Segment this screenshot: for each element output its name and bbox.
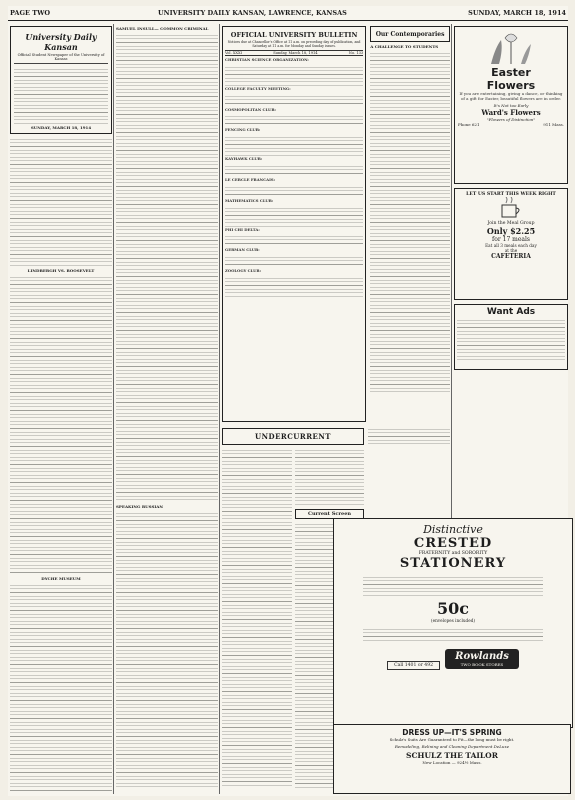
page-header xyxy=(8,6,568,21)
editorial-heading: SAMUEL INSULL— COMMON CRIMINAL xyxy=(116,26,209,31)
bulletin-item-heading: GERMAN CLUB: xyxy=(225,247,260,253)
bulletin-item-text xyxy=(225,134,363,156)
contemporaries-title: Our Contemporaries xyxy=(375,31,445,38)
flowers-heading: Flowers xyxy=(486,79,536,92)
current-screen-title: Current Screen xyxy=(307,511,352,517)
bulletin-item-text xyxy=(225,93,363,107)
contemporaries-box xyxy=(370,26,450,42)
dressup-heading: DRESS UP—IT'S SPRING xyxy=(402,728,502,737)
masthead-staff-list xyxy=(14,66,108,124)
undercurrent-text xyxy=(295,447,364,507)
cafeteria-line6: at the xyxy=(504,248,518,253)
undercurrent-text xyxy=(222,447,292,787)
bulletin-item-heading: COSMOPOLITAN CLUB: xyxy=(225,106,276,112)
editorial-text xyxy=(10,136,112,266)
tailor-services: Remodeling, Relining and Cleaning Department DeLuxe xyxy=(394,744,510,749)
bulletin-item-text xyxy=(225,163,363,177)
bulletin-item-text xyxy=(225,275,363,297)
bulletin-item-heading: PHI CHI DELTA: xyxy=(225,226,260,232)
easter-text: If you are entertaining, giving a dance, or thinking of a gift for Easter, beautiful flowers are in order. xyxy=(459,91,563,101)
editorial-text xyxy=(116,32,218,502)
column-divider xyxy=(113,24,114,794)
editorial-heading: SPEAKING RUSSIAN xyxy=(116,504,163,509)
want-ads-text xyxy=(457,317,565,361)
cafeteria-meals: for 17 meals xyxy=(492,236,530,243)
wards-address: 911 Mass. xyxy=(543,121,564,127)
rowlands-subtitle: TWO BOOK STORES xyxy=(460,662,504,667)
bulletin-volume: Vol. XXXI xyxy=(225,51,242,55)
column-divider xyxy=(219,24,220,794)
contemporaries-text xyxy=(368,426,450,446)
rowlands-logo: Rowlands xyxy=(455,651,509,662)
bulletin-item-heading: COLLEGE FACULTY MEETING: xyxy=(225,85,291,91)
bulletin-date: Sunday, March 18, 1914 xyxy=(273,51,318,55)
cafeteria-line2: Join the Meal Group xyxy=(487,221,535,226)
bulletin-item-heading: LE CERCLE FRANCAIS: xyxy=(225,176,276,182)
crested-heading: CRESTED xyxy=(413,536,493,551)
cafeteria-line1: LET US START THIS WEEK RIGHT xyxy=(466,192,556,197)
cafeteria-ad xyxy=(454,188,568,300)
bulletin-title: OFFICIAL UNIVERSITY BULLETIN xyxy=(230,31,358,39)
stationery-text xyxy=(363,626,543,642)
masthead-subtitle: Official Student Newspaper of the University of Kansas xyxy=(17,53,105,61)
bulletin-item-heading: ZOOLOGY CLUB: xyxy=(225,268,262,274)
masthead-title: University Daily Kansan xyxy=(25,32,97,52)
stationery-call: Call 1401 or 492 xyxy=(387,661,440,670)
lily-illustration xyxy=(458,30,564,66)
cafeteria-price: Only $2.25 xyxy=(486,226,536,236)
wards-tagline: "Flowers of Distinction" xyxy=(486,116,536,122)
bulletin-item-text xyxy=(225,254,363,268)
want-ads-title: Want Ads xyxy=(486,307,536,317)
bulletin-note: Notices due at Chancellor's Office at 11 a.m. on preceding day of publication, and Saturday at 11 a.m. for Monday and Sunday issues. xyxy=(227,40,361,48)
tailor-address: New Location — 924½ Mass. xyxy=(422,760,482,765)
newspaper-page xyxy=(8,6,568,796)
wards-name: Ward's Flowers xyxy=(481,107,541,117)
bulletin-item-heading: KAYHAWK CLUB: xyxy=(225,156,263,162)
schulz-tailor-ad xyxy=(333,724,571,794)
page-date: SUNDAY, MARCH 18, 1914 xyxy=(468,9,566,17)
wards-phone: Phone 621 xyxy=(458,121,480,127)
page-number: PAGE TWO xyxy=(10,9,51,17)
want-ads-box xyxy=(454,304,568,370)
distinctive-heading: Distinctive xyxy=(423,523,483,536)
masthead xyxy=(10,26,112,134)
cafeteria-line5: Eat all 3 meals each day xyxy=(485,243,537,248)
editorial-heading: LINDBERGH VS. ROOSEVELT xyxy=(27,268,95,273)
bulletin-item-text xyxy=(225,233,363,247)
bulletin-item-heading: CHRISTIAN SCIENCE ORGANIZATION: xyxy=(225,57,309,62)
contemporaries-text xyxy=(370,50,450,395)
bulletin-number: No. 133 xyxy=(348,51,364,55)
stationery-text xyxy=(363,574,543,596)
bulletin-item-heading: MATHEMATICS CLUB: xyxy=(225,197,274,203)
editorial-text xyxy=(10,274,112,574)
easter-heading: Easter xyxy=(491,66,531,79)
masthead-date: SUNDAY, MARCH 18, 1914 xyxy=(30,125,92,130)
stationery-price: 50c xyxy=(436,599,469,618)
editorial-text xyxy=(10,582,112,794)
bulletin-item-text xyxy=(225,113,363,127)
column-2 xyxy=(116,24,218,794)
university-bulletin xyxy=(222,26,366,422)
bulletin-item-text xyxy=(225,64,363,86)
tailor-name: SCHULZ THE TAILOR xyxy=(406,751,498,760)
bulletin-item-text xyxy=(225,184,363,198)
editorial-heading: DYCHE MUSEUM xyxy=(41,576,81,581)
undercurrent-box xyxy=(222,428,364,445)
stationery-heading: STATIONERY xyxy=(399,556,507,571)
cafeteria-name: CAFETERIA xyxy=(491,253,531,260)
stationery-ad xyxy=(333,518,573,728)
crested-subheading: FRATERNITY and SORORITY xyxy=(418,551,488,556)
undercurrent-title: UNDERCURRENT xyxy=(255,432,331,441)
bulletin-item-text xyxy=(225,205,363,227)
paper-title: UNIVERSITY DAILY KANSAN, LAWRENCE, KANSAS xyxy=(158,9,347,17)
contemporaries-heading: A CHALLENGE TO STUDENTS xyxy=(370,44,439,49)
stationery-price-note: (envelopes included) xyxy=(430,618,476,623)
bulletin-item-heading: FENCING CLUB: xyxy=(225,127,261,133)
dressup-text: Schulz's Suits Are Guaranteed to Fit—the long must be right. xyxy=(389,737,515,742)
editorial-text xyxy=(116,510,218,790)
coffee-cup-icon xyxy=(458,197,564,221)
easter-note: It's Not too Early xyxy=(493,102,529,108)
easter-flowers-ad xyxy=(454,26,568,184)
bulletin-items xyxy=(225,58,363,297)
column-1 xyxy=(10,24,112,794)
